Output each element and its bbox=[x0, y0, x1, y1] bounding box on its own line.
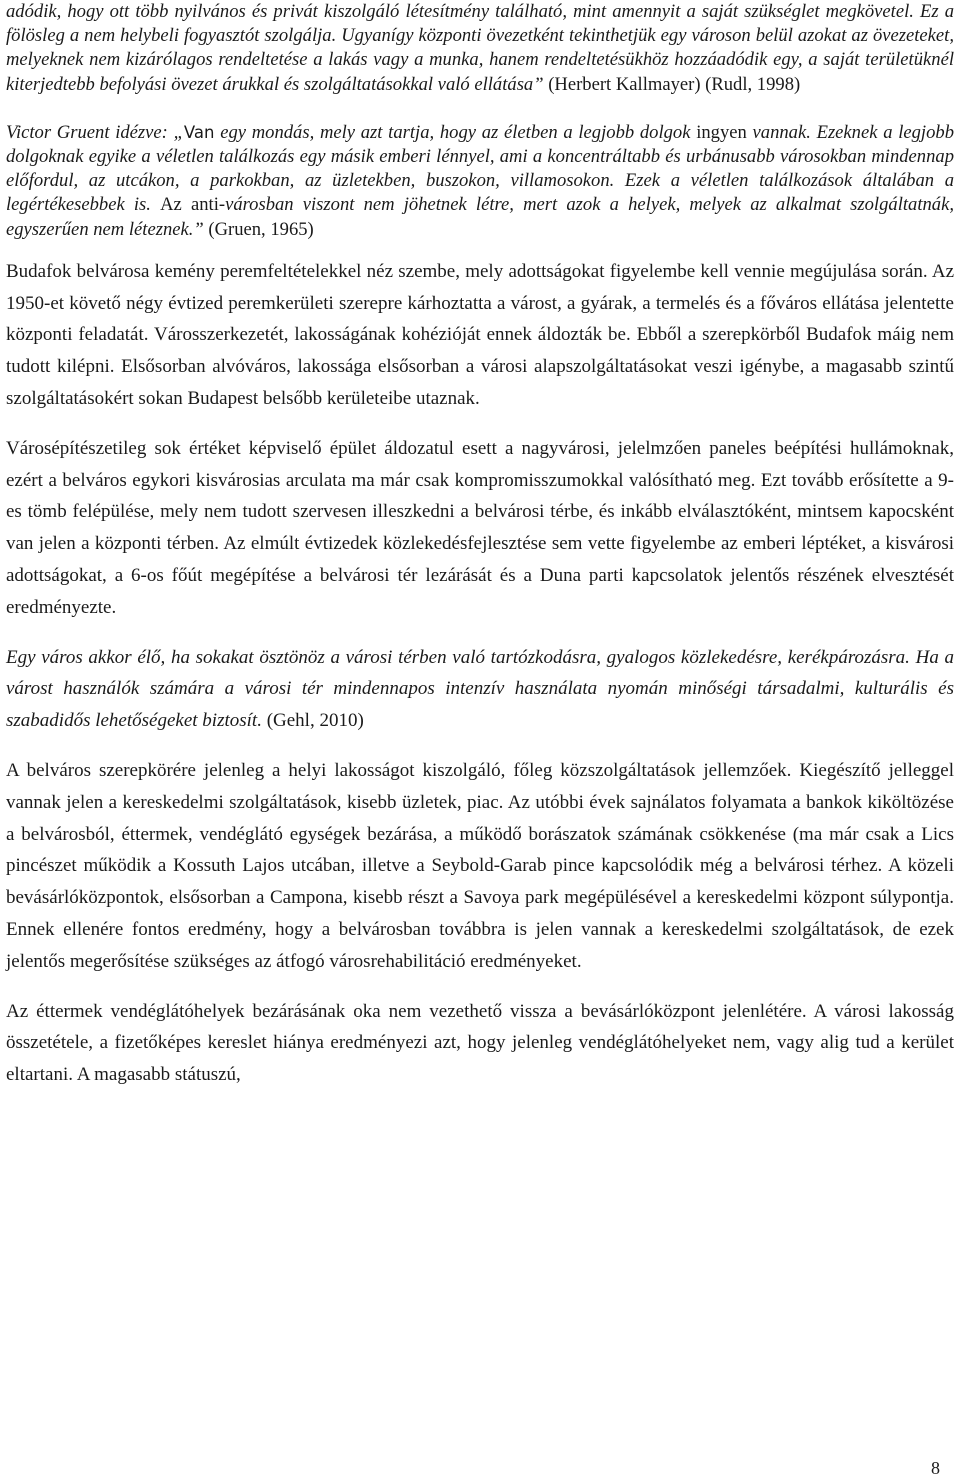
paragraph-architecture-losses: Városépítészetileg sok értéket képviselő épület áldozatul esett a nagyvárosi, jelelmzően paneles beépítési hullámoknak, ezért a belváros egykori kisvárosias arculata ma már csak kompromisszumokkal valósítható meg. Ezt tovább erősítette a 9-es tömb felépülése, mely nem tudott szervesen illeszkedni a belvárosi térbe, és inkább elválasztóként, mintsem kapocsként van jelen a központi térben. Az elmúlt évtizedek közlekedésfejlesztése sem vette figyelembe az emberi léptéket, a kisvárosi adottságokat, a 6-os főút megépítése a belvárosi tér lezárását és a Duna parti kapcsolatok jelentős részének elvesztését eredményezte. bbox=[6, 437, 954, 618]
quote-word: Van bbox=[183, 122, 215, 142]
citation: (Gruen, 1965) bbox=[203, 218, 314, 240]
paragraph-gehl-quote bbox=[6, 642, 954, 737]
paragraph-central-zone-quote bbox=[6, 0, 954, 97]
document-page bbox=[6, 0, 954, 1091]
citation: (Gehl, 2010) bbox=[261, 710, 364, 732]
body-text-block bbox=[6, 256, 954, 1091]
paragraph-gruen-quote bbox=[6, 121, 954, 242]
citation: (Herbert Kallmayer) (Rudl, 1998) bbox=[543, 73, 801, 95]
quote-text: adódik, hogy ott több nyilvános és privát kiszolgáló létesítmény található, mint amennyit a saját szükséglet megkövetel. Ez a fölösleg a nem helybeli fogyasztót szolgálja. Ugyanígy központi övezetként tekinthetjük egy városon belül azokat az övezeteket, melyeknek nem kizárólagos rendeltetése a lakás vagy a munka, hanem rendeltetésükhöz hozzáadódik egy, a saját területüknél kiterjedtebb befolyási övezet árukkal és szolgáltatásokkal való ellátása” bbox=[6, 1, 954, 95]
quote-text: -városban viszont nem jöhetnek létre, mert azok a helyek, melyek az alkalmat szolgáltatnák, egyszerűen nem léteznek.” bbox=[6, 194, 954, 240]
quote-text: egy mondás, mely azt tartja, hogy az életben a legjobb dolgok bbox=[214, 121, 697, 143]
quote-text: Egy város akkor élő, ha sokakat ösztönöz a városi térben való tartózkodásra, gyalogos közlekedésre, kerékpározásra. Ha a várost használók számára a városi tér mindennapos intenzív használata nyomán minőségi társadalmi, kulturális és szabadidős lehetőségeket biztosít. bbox=[6, 646, 954, 732]
paragraph-budafok-constraints: Budafok belvárosa kemény peremfeltételekkel néz szembe, mely adottságokat figyelembe kell vennie megújulása során. Az 1950-et követő négy évtized peremkerületi szerepre kárhoztatta a várost, a gyárak, a termelés és a főváros ellátása jelentette központi feladatát. Városszerkezetét, lakosságának kohézióját ennek áldozták be. Ebből a szerepkörből Budafok máig nem tudott kilépni. Elsősorban alvóváros, lakossága elsősorban a városi alapszolgáltatásokat veszi igénybe, a magasabb szintű szolgáltatásokért sokan Budapest belsőbb kerületeibe utaznak. bbox=[6, 260, 954, 410]
paragraph-restaurants: Az éttermek vendéglátóhelyek bezárásának oka nem vezethető vissza a bevásárlóközpont jelenlétére. A városi lakosság összetétele, a fizetőképes kereslet hiánya eredményezi azt, hogy jelenleg vendéglátóhelyeket nem, vagy alig tud a kerület eltartani. A magasabb státuszú, bbox=[6, 1000, 954, 1086]
quote-text: vannak. Ezeknek a legjobb dolgoknak egyike a véletlen találkozás egy másik emberi lénnyel, ami a koncentráltabb és urbánusabb városokban mindennap előfordul, az utcákon, a parkokban, az üzletekben, buszokon, villamosokon. Ezek a véletlen találkozások általában a legértékesebbek is. bbox=[6, 121, 954, 216]
quote-intro: Victor Gruent idézve: „ bbox=[6, 121, 184, 143]
page-number: 8 bbox=[931, 1458, 940, 1478]
italic-quote-block bbox=[6, 0, 954, 242]
quote-word: ingyen bbox=[696, 121, 747, 143]
quote-word: Az anti bbox=[160, 194, 219, 216]
paragraph-downtown-functions: A belváros szerepkörére jelenleg a helyi lakosságot kiszolgáló, főleg közszolgáltatások jellemzőek. Kiegészítő jelleggel vannak jelen a kereskedelmi szolgáltatások, kisebb üzletek, piac. Az utóbbi évek sajnálatos folyamata a bankok kiköltözése a belvárosból, éttermek, vendéglátó egységek bezárása, a működő borászatok számának csökkenése (ma már csak a Lics pincészet működik a Kossuth Lajos utcában, illetve a Seybold-Garab pince kapcsolódik még a belvárosi térhez. A közeli bevásárlóközpontok, elsősorban a Campona, kisebb részt a Savoya park megépülésével a kereskedelmi központ súlypontja. Ennek ellenére fontos eredmény, hogy a belvárosban továbbra is jelen vannak a kereskedelmi szolgáltatások, de ezek jelentős megerősítése szükséges az átfogó városrehabilitáció eredményeket. bbox=[6, 759, 954, 972]
